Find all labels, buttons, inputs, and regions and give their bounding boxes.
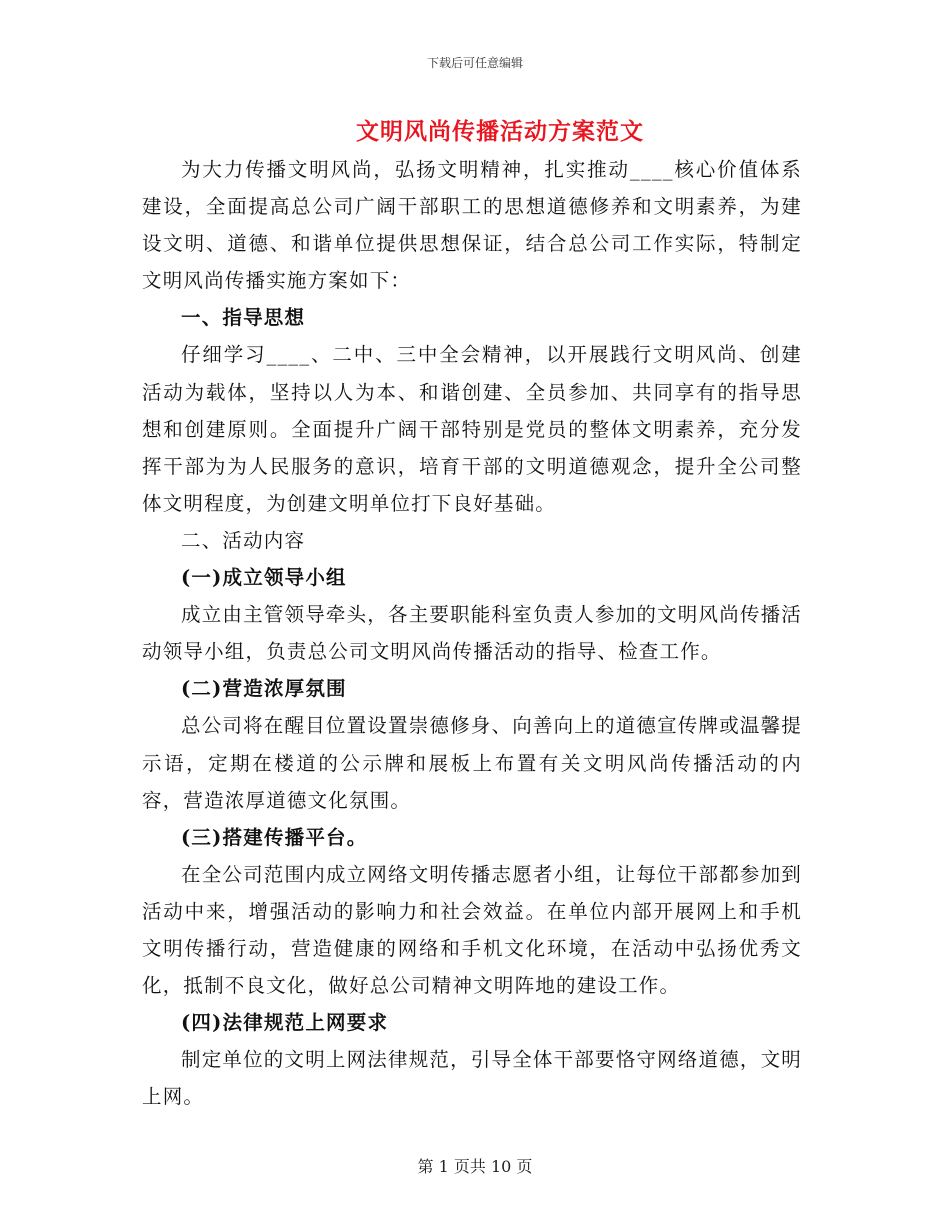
section-heading-activity-content: 二、活动内容 [181,528,306,552]
page-indicator: 第 1 页共 10 页 [417,1157,533,1176]
subheading-leadership-group: (一)成立领导小组 [181,566,347,590]
internet-rules-paragraph: 制定单位的文明上网法律规范，引导全体干部要恪守网络道德，文明上网。 [142,1048,803,1109]
intro-paragraph: 为大力传播文明风尚，弘扬文明精神，扎实推动____核心价值体系建设，全面提高总公司广阔干部职工的思想道德修养和文明素养，为建设文明、道德、和谐单位提供思想保证，结合总公司工作实际，特制定文明风尚传播实施方案如下： [142,158,802,293]
subheading-internet-rules: (四)法律规范上网要求 [181,1011,389,1035]
leadership-group-paragraph: 成立由主管领导牵头，各主要职能科室负责人参加的文明风尚传播活动领导小组，负责总公司文明风尚传播活动的指导、检查工作。 [142,603,803,664]
atmosphere-paragraph: 总公司将在醒目位置设置崇德修身、向善向上的道德宣传牌或温馨提示语，定期在楼道的公示牌和展板上布置有关文明风尚传播活动的内容，营造浓厚道德文化氛围。 [142,714,803,812]
subheading-atmosphere: (二)营造浓厚氛围 [181,677,347,701]
document-body [142,151,802,1115]
guiding-thought-paragraph: 仔细学习____、二中、三中全会精神，以开展践行文明风尚、创建活动为载体，坚持以人为本、和谐创建、全员参加、共同享有的指导思想和创建原则。全面提升广阔干部特别是党员的整体文明素养，充分发挥干部为为人民服务的意识，培育干部的文明道德观念，提升全公司整体文明程度，为创建文明单位打下良好基础。 [142,343,802,515]
subheading-platform: (三)搭建传播平台。 [181,825,368,849]
header-note: 下载后可任意编辑 [426,56,523,70]
document-title: 文明风尚传播活动方案范文 [356,118,644,145]
platform-paragraph: 在全公司范围内成立网络文明传播志愿者小组，让每位干部都参加到活动中来，增强活动的影响力和社会效益。在单位内部开展网上和手机文明传播行动，营造健康的网络和手机文化环境，在活动中弘扬优秀文化，抵制不良文化，做好总公司精神文明阵地的建设工作。 [142,862,803,998]
section-heading-guiding-thought: 一、指导思想 [181,306,306,330]
